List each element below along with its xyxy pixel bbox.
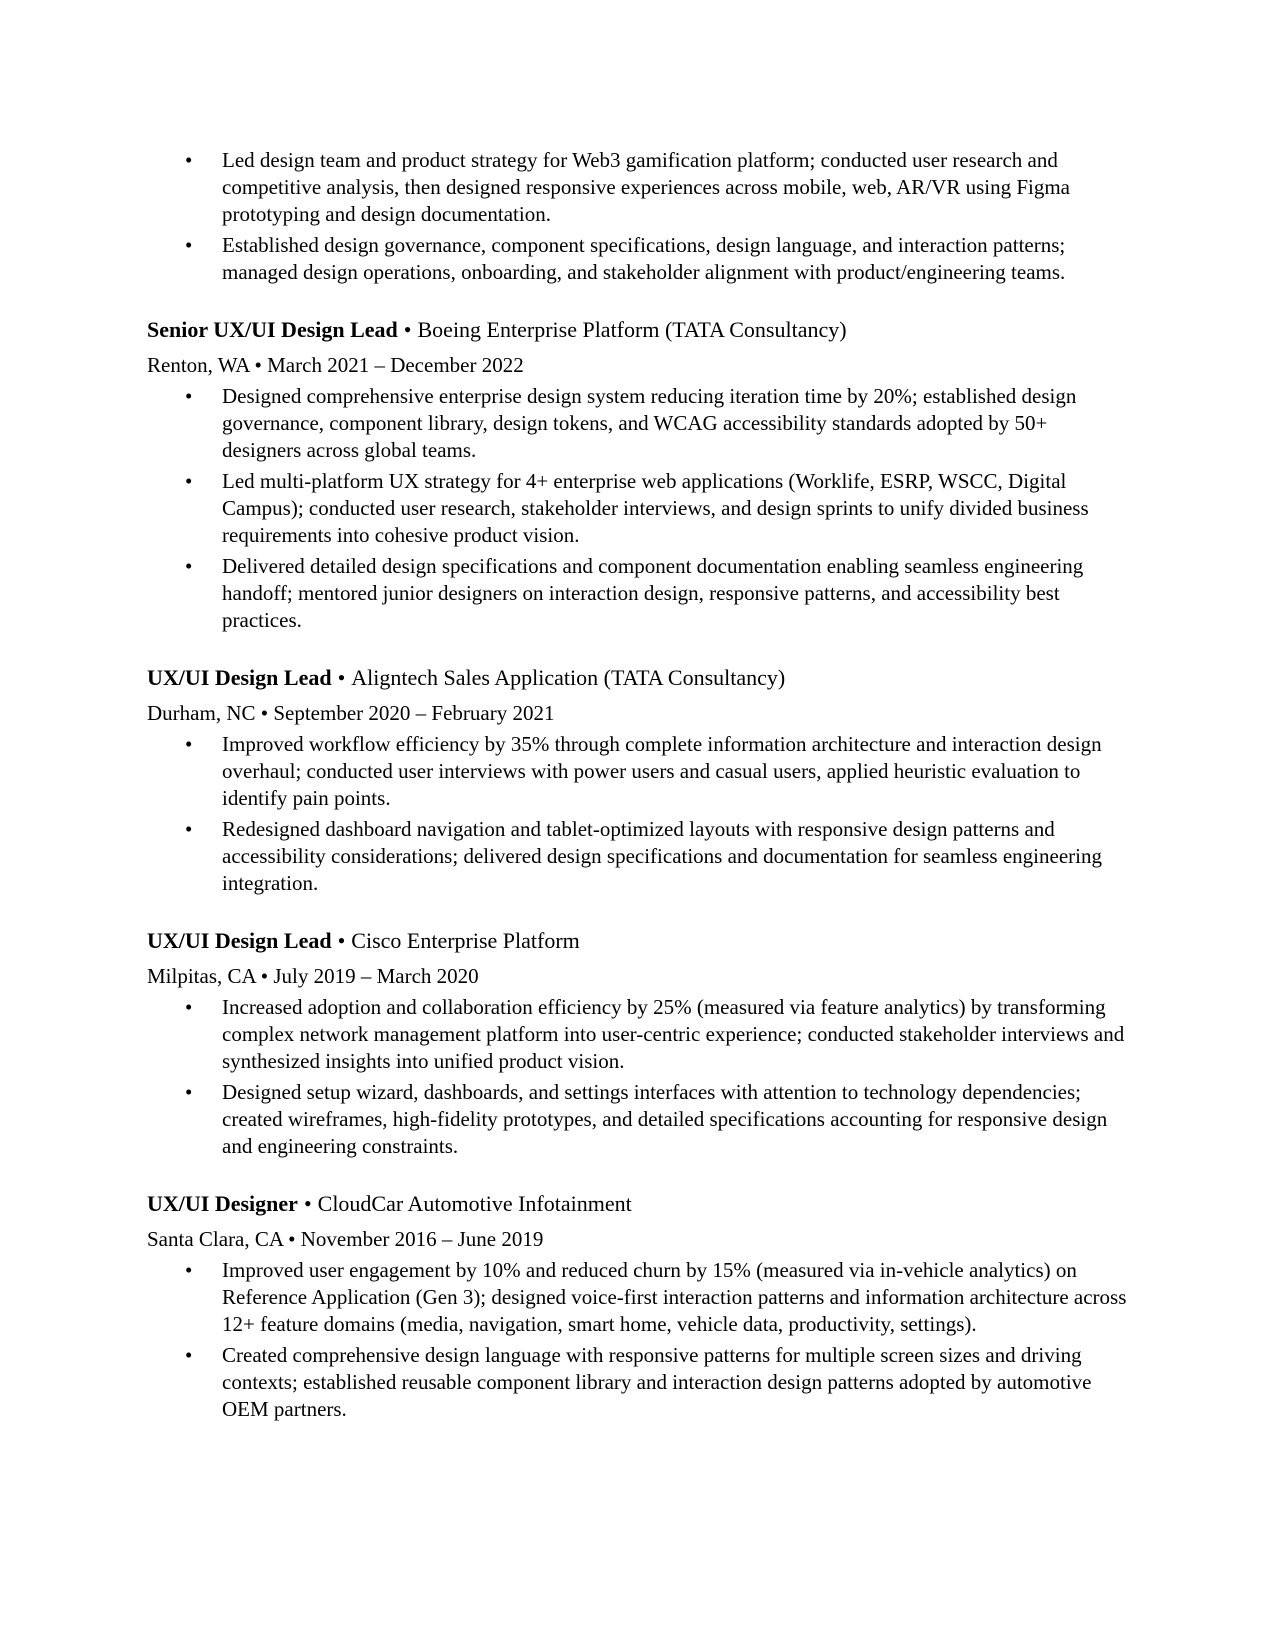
job-organization: Aligntech Sales Application (TATA Consultancy) [351, 665, 786, 690]
job-title: Senior UX/UI Design Lead [147, 317, 398, 342]
bullet-item [147, 1342, 1128, 1423]
bullet-text: Improved user engagement by 10% and reduced churn by 15% (measured via in-vehicle analytics) on Reference Application (Gen 3); designed voice-first interaction patterns and information architecture across 12+ feature domains (media, navigation, smart home, vehicle data, productivity, settings). [222, 1258, 1127, 1336]
job-bullet-list [147, 383, 1128, 634]
bullet-marker: • [185, 817, 193, 841]
bullet-text: Increased adoption and collaboration efficiency by 25% (measured via feature analytics) by transforming complex network management platform into user-centric experience; conducted stakeholder interviews and synthesized insights into unified product vision. [222, 995, 1125, 1073]
bullet-marker: • [185, 469, 193, 493]
heading-separator: • [403, 317, 412, 342]
bullet-item [147, 1257, 1128, 1338]
bullet-text: Designed setup wizard, dashboards, and settings interfaces with attention to technology dependencies; created wireframes, high-fidelity prototypes, and detailed specifications accounting for responsive design and engineering constraints. [222, 1080, 1108, 1158]
bullet-text: Designed comprehensive enterprise design system reducing iteration time by 20%; established design governance, component library, design tokens, and WCAG accessibility standards adopted by 50+ designers across global teams. [222, 384, 1077, 462]
job-heading [147, 1188, 1128, 1220]
job-location-dates: Durham, NC • September 2020 – February 2021 [147, 701, 555, 725]
heading-separator: • [337, 928, 346, 953]
job-location-dates: Milpitas, CA • July 2019 – March 2020 [147, 964, 479, 988]
job-location-dates: Santa Clara, CA • November 2016 – June 2019 [147, 1227, 544, 1251]
job-entry-cloudcar [147, 1188, 1128, 1423]
heading-separator: • [337, 665, 346, 690]
bullet-marker: • [185, 1343, 193, 1367]
bullet-item [147, 147, 1128, 228]
bullet-item [147, 383, 1128, 464]
job-bullet-list [147, 1257, 1128, 1423]
heading-separator: • [303, 1191, 312, 1216]
job-organization: Boeing Enterprise Platform (TATA Consultancy) [417, 317, 847, 342]
intro-bullet-list [147, 147, 1128, 286]
bullet-marker: • [185, 233, 193, 257]
job-location-dates: Renton, WA • March 2021 – December 2022 [147, 353, 524, 377]
job-title: UX/UI Design Lead [147, 665, 332, 690]
job-title: UX/UI Design Lead [147, 928, 332, 953]
job-entry-cisco [147, 925, 1128, 1160]
bullet-item [147, 994, 1128, 1075]
job-title: UX/UI Designer [147, 1191, 298, 1216]
bullet-marker: • [185, 148, 193, 172]
bullet-text: Delivered detailed design specifications and component documentation enabling seamless engineering handoff; mentored junior designers on interaction design, responsive patterns, and accessibility best practices. [222, 554, 1084, 632]
job-organization: CloudCar Automotive Infotainment [317, 1191, 632, 1216]
job-entry-aligntech [147, 662, 1128, 897]
bullet-text: Improved workflow efficiency by 35% through complete information architecture and interaction design overhaul; conducted user interviews with power users and casual users, applied heuristic evaluation to identify pain points. [222, 732, 1102, 810]
job-heading [147, 314, 1128, 346]
bullet-item [147, 553, 1128, 634]
bullet-marker: • [185, 732, 193, 756]
bullet-item [147, 232, 1128, 286]
bullet-marker: • [185, 1080, 193, 1104]
bullet-marker: • [185, 554, 193, 578]
job-bullet-list [147, 731, 1128, 897]
bullet-item [147, 468, 1128, 549]
job-heading [147, 925, 1128, 957]
job-heading [147, 662, 1128, 694]
bullet-item [147, 1079, 1128, 1160]
bullet-item [147, 816, 1128, 897]
bullet-marker: • [185, 1258, 193, 1282]
bullet-item [147, 731, 1128, 812]
bullet-text: Redesigned dashboard navigation and tablet-optimized layouts with responsive design patterns and accessibility considerations; delivered design specifications and documentation for seamless engineering integration. [222, 817, 1102, 895]
job-bullet-list [147, 994, 1128, 1160]
bullet-text: Created comprehensive design language with responsive patterns for multiple screen sizes and driving contexts; established reusable component library and interaction design patterns adopted by automotive OEM partners. [222, 1343, 1092, 1421]
job-entry-boeing [147, 314, 1128, 634]
job-organization: Cisco Enterprise Platform [351, 928, 580, 953]
bullet-marker: • [185, 995, 193, 1019]
bullet-text: Led design team and product strategy for Web3 gamification platform; conducted user research and competitive analysis, then designed responsive experiences across mobile, web, AR/VR using Figma prototyping and design documentation. [222, 148, 1070, 226]
bullet-text: Led multi-platform UX strategy for 4+ enterprise web applications (Worklife, ESRP, WSCC, Digital Campus); conducted user research, stakeholder interviews, and design sprints to unify divided business requirements into cohesive product vision. [222, 469, 1089, 547]
bullet-text: Established design governance, component specifications, design language, and interaction patterns; managed design operations, onboarding, and stakeholder alignment with product/engineering teams. [222, 233, 1066, 284]
bullet-marker: • [185, 384, 193, 408]
